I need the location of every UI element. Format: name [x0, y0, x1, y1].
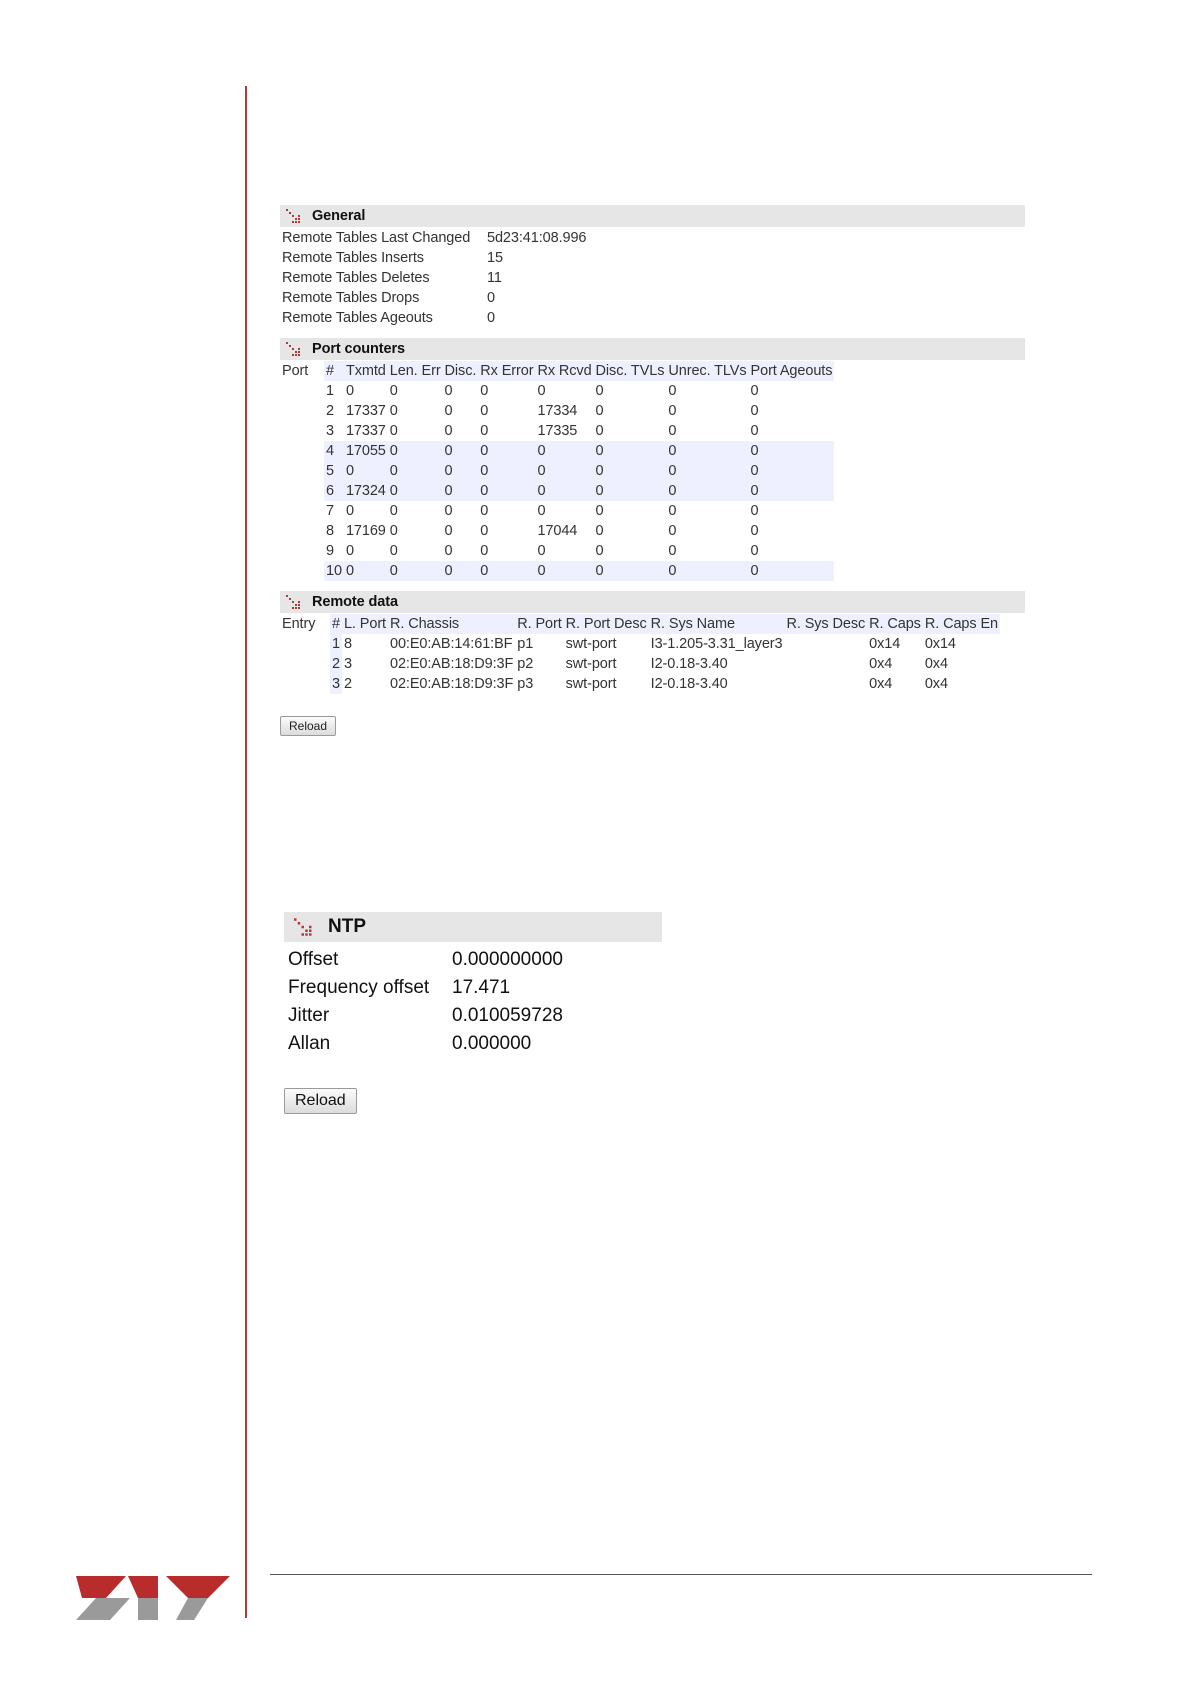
table-cell: 0 — [750, 403, 759, 419]
ntp-section-header — [284, 912, 662, 942]
table-cell: 0x4 — [869, 656, 893, 672]
table-row — [330, 654, 1000, 674]
lldp-panel — [280, 205, 1025, 736]
remote-data-column-header: R. Sys Name — [650, 616, 735, 632]
table-cell: 0x14 — [924, 636, 956, 652]
ntp-row-value: 0.010059728 — [452, 1005, 563, 1026]
table-cell: swt-port — [565, 656, 617, 672]
table-cell: 0 — [480, 543, 489, 559]
table-cell: 2 — [332, 656, 340, 672]
ziv-logo — [76, 1572, 230, 1624]
table-cell: 0 — [537, 503, 546, 519]
reload-button[interactable]: Reload — [280, 716, 336, 736]
table-row — [324, 441, 834, 461]
table-cell: 0 — [537, 543, 546, 559]
table-row — [324, 381, 834, 401]
port-counters-table — [324, 361, 834, 581]
port-label: Port — [282, 363, 309, 379]
table-cell: 10 — [326, 563, 342, 579]
table-cell: 0 — [668, 423, 677, 439]
table-cell: 8 — [343, 636, 352, 652]
ntp-row — [284, 1002, 567, 1030]
port-counters-column-header: Disc. — [444, 363, 477, 379]
table-row — [324, 401, 834, 421]
table-cell: I2-0.18-3.40 — [650, 656, 728, 672]
table-row — [330, 634, 1000, 654]
table-cell: swt-port — [565, 636, 617, 652]
table-cell: 0 — [595, 403, 604, 419]
table-cell: 0 — [668, 563, 677, 579]
general-row-label: Remote Tables Inserts — [282, 250, 424, 266]
table-cell: 4 — [326, 443, 334, 459]
table-cell: 0 — [389, 483, 398, 499]
remote-data-column-header: R. Port Desc — [565, 616, 647, 632]
general-row-value: 0 — [487, 290, 495, 306]
table-cell: p3 — [517, 676, 534, 692]
table-cell: 0 — [480, 443, 489, 459]
table-cell — [784, 674, 867, 694]
table-cell: 0 — [537, 563, 546, 579]
remote-data-column-header: R. Caps En — [924, 616, 998, 632]
ntp-row-value: 0.000000000 — [452, 949, 563, 970]
remote-data-column-header: # — [332, 616, 340, 632]
table-cell: 0 — [595, 443, 604, 459]
table-cell: 0 — [389, 423, 398, 439]
table-cell: 0 — [444, 463, 453, 479]
table-cell: 00:E0:AB:14:61:BF — [389, 636, 513, 652]
table-cell: 3 — [343, 656, 352, 672]
table-cell: 0 — [750, 543, 759, 559]
ntp-row-label: Offset — [288, 949, 339, 970]
table-cell: 0 — [480, 523, 489, 539]
table-cell: 17334 — [537, 403, 578, 419]
table-cell: 17337 — [345, 403, 386, 419]
general-row — [280, 308, 588, 328]
ntp-row-value: 17.471 — [452, 977, 511, 998]
table-cell: 0 — [595, 503, 604, 519]
ntp-table — [284, 946, 567, 1058]
table-cell: 0 — [444, 443, 453, 459]
table-row — [324, 421, 834, 441]
footer-rule — [270, 1574, 1092, 1575]
ntp-title: NTP — [328, 916, 366, 937]
table-cell: 0 — [750, 463, 759, 479]
remote-data-column-header: R. Chassis — [389, 616, 460, 632]
table-row — [324, 561, 834, 581]
table-cell: I3-1.205-3.31_layer3 — [650, 636, 783, 652]
port-counters-column-header: # — [326, 363, 334, 379]
general-row-label: Remote Tables Ageouts — [282, 310, 433, 326]
table-cell: I2-0.18-3.40 — [650, 676, 728, 692]
page-margin-rule — [245, 86, 247, 1618]
table-cell: 17337 — [345, 423, 386, 439]
ntp-row — [284, 1030, 567, 1058]
table-cell: 0 — [345, 563, 354, 579]
general-row-value: 11 — [487, 270, 502, 286]
remote-data-column-header: R. Port — [517, 616, 562, 632]
table-cell: 0 — [537, 463, 546, 479]
table-row — [324, 461, 834, 481]
table-cell: 0x4 — [924, 676, 948, 692]
table-cell: 9 — [326, 543, 334, 559]
table-cell: 17324 — [345, 483, 386, 499]
table-cell: 0 — [668, 383, 677, 399]
general-row — [280, 268, 588, 288]
general-row — [280, 248, 588, 268]
table-cell: p2 — [517, 656, 534, 672]
table-cell: 0 — [389, 503, 398, 519]
table-cell: 1 — [326, 383, 334, 399]
table-cell: 17169 — [345, 523, 386, 539]
table-cell: 0 — [389, 383, 398, 399]
general-table — [280, 228, 588, 328]
table-cell: 0 — [595, 463, 604, 479]
table-cell: 0 — [750, 443, 759, 459]
table-row — [330, 674, 1000, 694]
table-cell: 0 — [480, 563, 489, 579]
red-dotted-stairs-icon — [294, 918, 314, 936]
table-row — [324, 481, 834, 501]
ntp-row-value: 0.000000 — [452, 1033, 532, 1054]
general-row-label: Remote Tables Last Changed — [282, 230, 471, 246]
general-row — [280, 288, 588, 308]
table-cell: 0 — [750, 503, 759, 519]
table-cell: 0 — [389, 443, 398, 459]
remote-data-column-header: R. Caps — [869, 616, 921, 632]
table-cell: 0 — [444, 423, 453, 439]
table-cell: 0 — [595, 383, 604, 399]
table-cell: 0 — [480, 463, 489, 479]
red-dotted-stairs-icon — [286, 342, 302, 356]
table-cell: 0 — [595, 483, 604, 499]
port-counters-title: Port counters — [312, 341, 405, 357]
ntp-row — [284, 974, 567, 1002]
table-cell: 0 — [668, 523, 677, 539]
table-cell: 17335 — [537, 423, 578, 439]
table-cell: 3 — [332, 676, 340, 692]
entry-label: Entry — [282, 616, 316, 632]
port-counters-section-header — [280, 338, 1025, 360]
table-cell: 0 — [668, 443, 677, 459]
table-row — [324, 501, 834, 521]
red-dotted-stairs-icon — [286, 209, 302, 223]
table-cell: 0 — [668, 403, 677, 419]
table-cell: 8 — [326, 523, 334, 539]
remote-data-table — [330, 614, 1000, 694]
table-cell: 0 — [480, 483, 489, 499]
table-cell: 0 — [750, 523, 759, 539]
table-cell: 0 — [595, 563, 604, 579]
table-cell: 0 — [444, 523, 453, 539]
table-cell: 0 — [595, 523, 604, 539]
table-cell: 0 — [444, 483, 453, 499]
table-cell: 0 — [444, 403, 453, 419]
general-row-label: Remote Tables Deletes — [282, 270, 430, 286]
table-cell: 0 — [389, 523, 398, 539]
ntp-row-label: Allan — [288, 1033, 331, 1054]
table-cell: 0 — [537, 483, 546, 499]
table-cell: 0 — [444, 543, 453, 559]
remote-data-column-header: L. Port — [343, 616, 386, 632]
general-row — [280, 228, 588, 248]
table-cell: 0 — [444, 563, 453, 579]
table-cell: 0 — [389, 403, 398, 419]
table-cell: 0 — [595, 543, 604, 559]
general-row-value: 0 — [487, 310, 495, 326]
table-cell: 0 — [595, 423, 604, 439]
general-row-value: 15 — [487, 250, 503, 266]
table-cell: 0 — [345, 383, 354, 399]
table-cell: 0 — [668, 543, 677, 559]
red-dotted-stairs-icon — [286, 595, 302, 609]
table-cell: 0 — [480, 423, 489, 439]
table-row — [324, 521, 834, 541]
table-row — [324, 541, 834, 561]
table-cell: 5 — [326, 463, 334, 479]
table-cell: 17044 — [537, 523, 578, 539]
general-section-header — [280, 205, 1025, 227]
table-cell: 2 — [326, 403, 334, 419]
remote-data-section-header — [280, 591, 1025, 613]
table-cell: p1 — [517, 636, 534, 652]
table-cell: 0 — [389, 463, 398, 479]
table-cell: 0 — [537, 443, 546, 459]
port-counters-column-header: Disc. TVLs — [595, 363, 665, 379]
table-cell: 0 — [444, 383, 453, 399]
port-counters-column-header: Unrec. TLVs — [668, 363, 747, 379]
ntp-row-label: Jitter — [288, 1005, 330, 1026]
table-cell: 6 — [326, 483, 334, 499]
ntp-reload-button[interactable]: Reload — [284, 1088, 357, 1114]
general-row-value: 5d23:41:08.996 — [487, 230, 587, 246]
table-cell: 0 — [750, 483, 759, 499]
port-counters-column-header: Port Ageouts — [750, 363, 833, 379]
port-counters-column-header: Len. Err — [389, 363, 441, 379]
table-cell: 0 — [389, 543, 398, 559]
table-cell: 0 — [668, 483, 677, 499]
table-cell: 0 — [480, 503, 489, 519]
ntp-row — [284, 946, 567, 974]
port-counters-column-header: Rx Error — [480, 363, 534, 379]
table-cell: 0 — [750, 423, 759, 439]
table-cell: 1 — [332, 636, 340, 652]
general-row-label: Remote Tables Drops — [282, 290, 420, 306]
port-counters-column-header: Txmtd — [345, 363, 386, 379]
ntp-panel — [284, 912, 662, 1114]
table-cell: 0 — [750, 563, 759, 579]
table-cell: 0x14 — [869, 636, 901, 652]
port-counters-column-header: Rx Rcvd — [537, 363, 592, 379]
table-cell: 0 — [345, 503, 354, 519]
table-cell: swt-port — [565, 676, 617, 692]
table-cell: 17055 — [345, 443, 386, 459]
table-cell: 0 — [345, 463, 354, 479]
table-cell — [784, 654, 867, 674]
table-cell: 2 — [343, 676, 352, 692]
table-cell: 0 — [668, 503, 677, 519]
table-cell: 0 — [668, 463, 677, 479]
table-cell: 3 — [326, 423, 334, 439]
table-cell: 0 — [389, 563, 398, 579]
table-cell: 7 — [326, 503, 334, 519]
table-cell: 0x4 — [924, 656, 948, 672]
table-cell: 0 — [444, 503, 453, 519]
remote-data-column-header: R. Sys Desc — [786, 616, 866, 632]
table-cell — [784, 634, 867, 654]
table-cell: 02:E0:AB:18:D9:3F — [389, 656, 514, 672]
table-cell: 0 — [537, 383, 546, 399]
table-cell: 0 — [750, 383, 759, 399]
table-cell: 02:E0:AB:18:D9:3F — [389, 676, 514, 692]
ntp-row-label: Frequency offset — [288, 977, 430, 998]
table-cell: 0 — [345, 543, 354, 559]
table-cell: 0 — [480, 383, 489, 399]
table-cell: 0x4 — [869, 676, 893, 692]
remote-data-title: Remote data — [312, 594, 398, 610]
table-cell: 0 — [480, 403, 489, 419]
general-title: General — [312, 208, 366, 224]
